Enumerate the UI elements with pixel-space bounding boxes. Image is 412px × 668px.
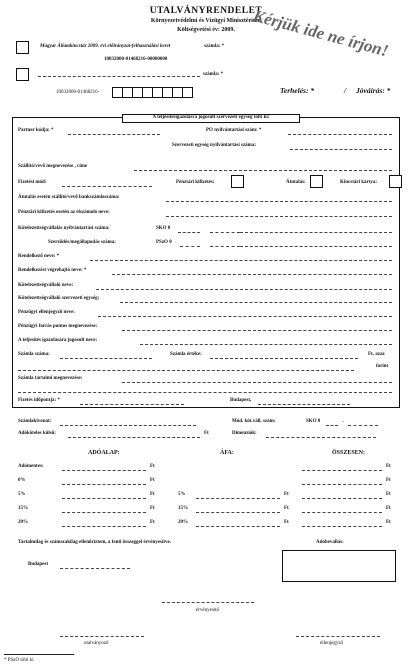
sko-field-b[interactable] [210, 232, 240, 233]
footnote: * PSzO tölti ki [4, 658, 34, 663]
verifier-name-label: A teljesítés igazolására jogosult neve: [18, 338, 98, 343]
cash-person-field[interactable] [166, 216, 392, 217]
tax-collection-label: Adóbevallás: [316, 540, 344, 545]
sko-label-2: SKO 0 [306, 419, 321, 424]
invoice-content-field-2[interactable] [18, 392, 392, 393]
tax-external-label: Adóköteles külső: [18, 431, 56, 436]
sko-label: SKO 0 [156, 226, 171, 231]
supplier-name-label: Szállító/vevő megnevezése , címe [18, 164, 88, 169]
pszo-field-b[interactable] [210, 246, 240, 247]
vat-row-base-ft: Ft [150, 492, 155, 497]
account-line-2[interactable] [38, 76, 200, 77]
transfer-checkbox[interactable] [310, 175, 323, 188]
invoice-value-label: Számla értéke: [170, 352, 202, 357]
col-vat-header: ÁFA: [220, 450, 234, 456]
treasury-card-checkbox[interactable] [389, 175, 402, 188]
invoice-value-words-field[interactable] [18, 370, 354, 371]
payment-method-field[interactable] [62, 186, 152, 187]
ledger-label: Számlakivonat: [18, 419, 52, 424]
finance-source-field[interactable] [122, 330, 392, 331]
certify-text: Tartalmilag és számszakilag ellenőriztem, a fenti összeggel érvényesítve. [18, 540, 171, 545]
transfer-label: Átutalás: [286, 180, 306, 185]
account-checkbox-2[interactable] [16, 68, 29, 81]
account-digit-box[interactable] [182, 87, 193, 98]
dimension-field[interactable] [266, 437, 376, 438]
vat-row-total-field[interactable] [302, 484, 382, 485]
account-number-1: 10032000-01468216-00000000 [104, 57, 168, 62]
org-unit-register-field[interactable] [290, 149, 392, 150]
vat-row-base-field[interactable] [62, 498, 146, 499]
vat-row-label: 5% [18, 492, 26, 497]
partner-code-field[interactable] [68, 134, 160, 135]
invoice-no-label: Számla száma: [18, 352, 50, 357]
countersigner-label: ellenjegyző [320, 641, 344, 646]
bank-account-label: Átutalás esetén szállító/vevő bankszámlaszáma: [18, 195, 120, 200]
budapest-label-1: Budapest, [230, 398, 252, 403]
vat-row-vat-label: 20% [178, 520, 188, 525]
vat-row-vat-label: 15% [178, 506, 188, 511]
payment-date-field[interactable] [80, 404, 184, 405]
col-total-header: ÖSSZESEN: [332, 450, 366, 456]
vat-row-vat-field[interactable] [196, 512, 280, 513]
account-prefix-2: 10032000-01468216- [56, 90, 100, 95]
contract-field[interactable] [240, 246, 392, 247]
invoice-content-label: Számla tartalmi megnevezése: [18, 376, 83, 381]
contract-no-label: Szerződés/megállapodás száma: [48, 240, 116, 245]
mod-kotv-label: Mód. köt.váll. szám: [232, 419, 276, 424]
vat-row-base-field[interactable] [62, 526, 146, 527]
credit-label: Jóváírás: * [356, 86, 391, 95]
committer-name-field[interactable] [96, 289, 392, 290]
ordering-signer-label: utalványozó [84, 641, 109, 646]
vat-row-base-field[interactable] [62, 470, 146, 471]
vat-row-label: 0% [18, 478, 26, 483]
signature-date-field[interactable] [258, 404, 350, 405]
finance-source-label: Pénzügyi forrás pontos megnevezése: [18, 324, 98, 329]
cash-checkbox[interactable] [231, 175, 244, 188]
vat-row-base-ft: Ft [150, 506, 155, 511]
ministry-name: Környezetvédelmi és Vízügyi Minisztérium [150, 18, 262, 24]
commitment-field[interactable] [240, 232, 392, 233]
account-label-2: számla: * [203, 72, 224, 77]
vat-row-vat-ft: Ft [284, 520, 289, 525]
po-number-field[interactable] [288, 134, 392, 135]
validator-signature-line[interactable] [162, 602, 254, 603]
executor-name-field[interactable] [112, 274, 392, 275]
sko2-dash: - [342, 420, 344, 425]
vat-row-base-field[interactable] [62, 512, 146, 513]
cash-label: Pénztári kifizetés: [176, 180, 215, 185]
supplier-name-field[interactable] [134, 170, 392, 171]
sko2-field-a[interactable] [326, 425, 338, 426]
finance-checker-field[interactable] [98, 316, 392, 317]
col-base-header: ADÓALAP: [88, 450, 120, 456]
vat-row-total-ft: Ft [386, 492, 391, 497]
vat-row-total-field[interactable] [302, 498, 382, 499]
cash-person-label: Pénztári kifizetés esetén az elszámoló neve: [18, 210, 110, 215]
vat-row-vat-field[interactable] [196, 526, 280, 527]
committer-unit-label: Kötelezettségvállaló szervezeti egység: [18, 296, 100, 301]
tax-external-field[interactable] [68, 437, 200, 438]
invoice-content-field[interactable] [122, 382, 392, 383]
vat-row-total-ft: Ft [386, 464, 391, 469]
countersigner-signature-line[interactable] [296, 636, 380, 637]
vat-row-base-ft: Ft [150, 478, 155, 483]
vat-row-vat-field[interactable] [196, 498, 280, 499]
dimension-label: Dimenziók: [232, 431, 257, 436]
vat-row-total-field[interactable] [302, 526, 382, 527]
vat-row-base-ft: Ft [150, 520, 155, 525]
account-checkbox-1[interactable] [16, 41, 29, 54]
ledger-field[interactable] [60, 425, 196, 426]
invoice-no-field[interactable] [60, 358, 152, 359]
pszo-label: PSzO 0 [156, 240, 172, 245]
sko-field-a[interactable] [178, 232, 200, 233]
ordering-signature-line[interactable] [60, 636, 144, 637]
tax-external-ft: Ft [204, 431, 209, 436]
payment-date-label: Fizetés időpontja: * [18, 398, 60, 403]
vat-row-label: Adómentes: [18, 464, 44, 469]
vat-row-vat-label: 5% [178, 492, 186, 497]
vat-row-label: 20% [18, 520, 28, 525]
executor-name-label: Rendelkezést végrehajtó neve: * [18, 268, 87, 273]
vat-row-total-ft: Ft [386, 478, 391, 483]
po-number-label: PO nyilvántartási szám: * [206, 128, 262, 133]
footnote-rule [4, 654, 74, 655]
vat-row-total-field[interactable] [302, 512, 382, 513]
vat-row-total-field[interactable] [302, 470, 382, 471]
partner-code-label: Partner kódja: * [18, 128, 54, 133]
ordering-name-label: Rendelkező neve: * [18, 254, 60, 259]
vat-row-vat-ft: Ft [284, 506, 289, 511]
treasury-card-label: Kincstári kártya: [340, 180, 378, 185]
date-field-2[interactable] [60, 568, 130, 569]
ordering-name-field[interactable] [90, 260, 392, 261]
budapest-label-2: Budapest [28, 562, 49, 567]
vat-row-label: 15% [18, 506, 28, 511]
forint-label: forint [376, 364, 389, 369]
verifier-name-field[interactable] [140, 344, 392, 345]
org-unit-register-label: Szervezeti egység nyilvántartási száma: [172, 143, 257, 148]
do-not-write-stamp: Kérjük ide ne írjon! [251, 6, 391, 61]
frame-line: Magyar Államkincstár 2009. évi előirányzat-felhasználási keret [40, 44, 171, 49]
finance-checker-label: Pénzügyi ellenjegyző neve: [18, 310, 75, 315]
bank-account-field[interactable] [166, 201, 392, 202]
debit-label: Terhelés: * [280, 86, 315, 95]
slash-label: / [344, 86, 347, 95]
vat-row-vat-ft: Ft [284, 492, 289, 497]
vat-row-base-field[interactable] [62, 484, 146, 485]
section-caption: A teljesítésigazolásra jogosult szervezeti egység tölti ki: [122, 114, 300, 123]
verifier-section [12, 117, 400, 408]
ft-azaz-label: Ft, azaz [368, 352, 385, 357]
budget-year: Költségvetési év: 2009. [177, 27, 235, 33]
sko2-field-b[interactable] [348, 425, 378, 426]
vat-row-total-ft: Ft [386, 506, 391, 511]
invoice-value-field[interactable] [210, 358, 358, 359]
pszo-field-a[interactable] [180, 246, 200, 247]
account-label-1: számla: * [204, 44, 225, 49]
vat-row-base-ft: Ft [150, 464, 155, 469]
validator-label: érvényesítő [196, 608, 220, 613]
committer-unit-field[interactable] [120, 302, 392, 303]
tax-collection-box[interactable] [282, 550, 396, 582]
committer-name-label: Kötelezettségvállaló neve: [18, 283, 74, 288]
commitment-no-label: Kötelezettségvállalás nyilvántartási száma: [18, 226, 110, 231]
payment-method-label: Fizetési mód: [18, 180, 47, 185]
vat-row-total-ft: Ft [386, 520, 391, 525]
document-title: UTALVÁNYRENDELET [149, 6, 263, 16]
